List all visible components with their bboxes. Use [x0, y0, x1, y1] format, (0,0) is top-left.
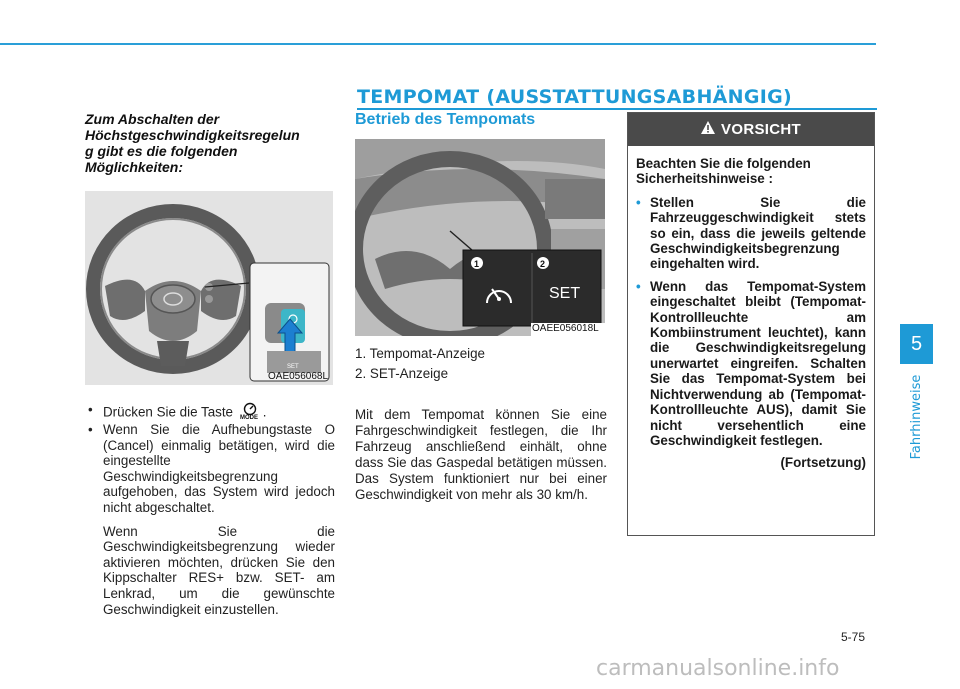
caution-header — [628, 113, 874, 146]
cruise-mode-button-icon — [237, 402, 263, 424]
indicator-list — [355, 346, 607, 382]
caution-bullet — [636, 279, 866, 448]
caution-bullet-text: Stellen Sie die Fahrzeuggeschwindigkeit stets so ein, dass die jeweils geltende Geschwindigkeitsbegrenzung eingehalten wird. — [650, 194, 866, 272]
steering-wheel-illustration — [85, 191, 333, 385]
lead-line: Zum Abschalten der — [85, 111, 220, 127]
caution-bullet — [636, 195, 866, 272]
bullet-dot: • — [88, 402, 93, 417]
bullet-continuation: Wenn Sie die Geschwindigkeitsbegrenzung wieder aktivieren möchten, drücken Sie den Kippschalter RES+ bzw. SET- am Lenkrad, um die gewünschte Geschwindigkeit einzustellen. — [103, 523, 335, 617]
list-item: 2. SET-Anzeige — [355, 366, 449, 381]
list-item: 1. Tempomat-Anzeige — [355, 346, 486, 361]
continued-label: (Fortsetzung) — [780, 455, 866, 471]
chapter-label-text: Fahrhinweise — [909, 374, 924, 460]
header-rule — [0, 43, 876, 45]
chapter-tab: 5 — [900, 324, 933, 364]
dashboard-image — [355, 139, 605, 336]
image-code: OAE056068L — [268, 371, 329, 382]
page-number: 5-75 — [841, 630, 866, 644]
lead-line: g gibt es die folgenden — [85, 143, 238, 159]
caution-title: VORSICHT — [721, 121, 801, 138]
bullet-item — [85, 422, 335, 617]
warning-icon — [701, 121, 715, 138]
subsection-title: Betrieb des Tempomats — [355, 111, 536, 128]
set-label: SET — [287, 364, 299, 370]
set-indicator-text: SET — [549, 285, 581, 302]
lead-text — [85, 111, 333, 175]
image-code: OAEE056018L — [532, 323, 599, 334]
badge-1-label: 1 — [474, 259, 480, 269]
bullet-dot: • — [636, 194, 641, 210]
bullet-dot: • — [636, 278, 641, 294]
section-title: TEMPOMAT (AUSSTATTUNGSABHÄNGIG) — [357, 86, 792, 108]
lead-line: Möglichkeiten: — [85, 159, 184, 175]
steering-wheel-image — [85, 191, 333, 385]
bullet-text: Wenn Sie die Aufhebungstaste O (Cancel) einmalig betätigen, wird die eingestellte Geschwindigkeitsbegrenzung aufgehoben, das System wird jedoch nicht abgeschaltet. — [103, 422, 335, 515]
dashboard-illustration — [355, 139, 605, 336]
watermark: carmanualsonline.info — [596, 656, 840, 681]
section-title-rule — [357, 108, 877, 110]
caution-bullet-text: Wenn das Tempomat-System eingeschaltet bleibt (Tempomat-Kontrollleuchte am Kombiinstrument leuchtet), kann die Geschwindigkeitsregelung unerwartet eingreifen. Schalten Sie das Tempomat-System bei Nichtverwendung ab (Tempomat-Kontrollleuchte AUS), damit Sie nicht versehentlich eine Geschwindigkeit festlegen. — [650, 278, 866, 448]
bullet-dot: • — [88, 422, 93, 437]
caution-content — [628, 146, 874, 471]
body-paragraph: Mit dem Tempomat können Sie eine Fahrgeschwindigkeit festlegen, die Ihr Fahrzeug anschließend einhält, ohne dass Sie das Gaspedal betätigen müssen. Das System funktioniert nur bei einer Geschwindigkeit von mehr als 30 km/h. — [355, 407, 607, 502]
lead-line: Höchstgeschwindigkeitsregelun — [85, 127, 300, 143]
mode-label: MODE — [239, 415, 258, 420]
caution-box — [627, 112, 875, 536]
bullet-text: Drücken Sie die Taste — [103, 404, 234, 420]
caution-intro: Beachten Sie die folgenden Sicherheitshinweise : — [636, 156, 811, 187]
badge-2-label: 2 — [540, 259, 546, 269]
bullet-item: • Drücken Sie die Taste MODE . — [85, 402, 335, 424]
chapter-label — [892, 372, 940, 462]
